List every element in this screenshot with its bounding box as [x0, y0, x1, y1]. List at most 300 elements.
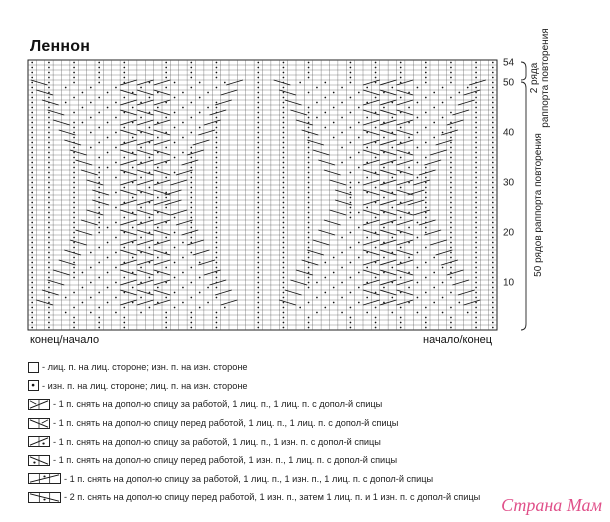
purl-dot [308, 107, 310, 109]
purl-dot [123, 327, 125, 329]
purl-dot [442, 312, 444, 314]
purl-dot [425, 62, 427, 64]
watermark-logo: Страна Мам [501, 495, 602, 515]
purl-dot [341, 237, 343, 239]
purl-dot [174, 292, 176, 294]
purl-dot [190, 222, 192, 224]
purl-dot [475, 177, 477, 179]
purl-dot [475, 237, 477, 239]
purl-dot [400, 112, 402, 114]
purl-dot [324, 307, 326, 309]
purl-dot [375, 82, 377, 84]
purl-dot [308, 322, 310, 324]
purl-dot [400, 72, 402, 74]
repeat-2-label: 2 рядараппорта повторения [529, 28, 551, 128]
purl-dot [350, 322, 352, 324]
purl-dot [207, 107, 209, 109]
purl-dot [73, 67, 75, 69]
purl-dot [475, 222, 477, 224]
purl-dot [31, 282, 33, 284]
purl-dot [165, 297, 167, 299]
purl-dot [400, 217, 402, 219]
purl-dot [299, 82, 301, 84]
purl-dot [308, 137, 310, 139]
purl-dot [492, 317, 494, 319]
purl-dot [216, 182, 218, 184]
purl-dot [308, 77, 310, 79]
purl-dot [115, 222, 117, 224]
purl-dot [283, 202, 285, 204]
purl-dot [107, 272, 109, 274]
purl-dot [107, 152, 109, 154]
purl-dot [366, 312, 368, 314]
purl-dot [115, 177, 117, 179]
purl-dot [324, 262, 326, 264]
purl-dot [149, 292, 151, 294]
purl-dot [182, 242, 184, 244]
purl-dot [257, 317, 259, 319]
purl-dot [383, 212, 385, 214]
purl-dot [350, 247, 352, 249]
purl-dot [157, 257, 159, 259]
purl-dot [408, 287, 410, 289]
purl-dot [308, 92, 310, 94]
purl-dot [31, 82, 33, 84]
purl-dot [308, 257, 310, 259]
purl-dot [98, 327, 100, 329]
purl-dot [216, 267, 218, 269]
purl-dot [149, 262, 151, 264]
purl-dot [408, 257, 410, 259]
purl-dot [174, 217, 176, 219]
purl-dot [115, 147, 117, 149]
purl-dot [149, 82, 151, 84]
purl-dot [31, 147, 33, 149]
purl-dot [31, 157, 33, 159]
purl-dot [358, 182, 360, 184]
purl-dot [375, 157, 377, 159]
purl-dot [48, 172, 50, 174]
purl-dot [400, 232, 402, 234]
purl-dot [475, 207, 477, 209]
purl-dot [375, 232, 377, 234]
purl-dot [199, 292, 201, 294]
purl-dot [73, 182, 75, 184]
purl-dot [123, 142, 125, 144]
purl-dot [433, 302, 435, 304]
purl-dot [73, 137, 75, 139]
purl-dot [73, 237, 75, 239]
purl-dot [425, 167, 427, 169]
purl-dot [450, 252, 452, 254]
purl-dot [341, 252, 343, 254]
purl-dot [174, 82, 176, 84]
purl-dot [408, 272, 410, 274]
purl-dot [48, 257, 50, 259]
purl-dot [425, 232, 427, 234]
purl-dot [425, 197, 427, 199]
purl-dot [417, 252, 419, 254]
purl-dot [257, 262, 259, 264]
purl-dot [207, 287, 209, 289]
purl-dot [107, 167, 109, 169]
purl-dot [391, 192, 393, 194]
purl-dot [157, 287, 159, 289]
purl-dot [157, 107, 159, 109]
purl-dot [383, 167, 385, 169]
purl-dot [31, 222, 33, 224]
purl-dot [475, 277, 477, 279]
purl-dot [149, 157, 151, 159]
purl-dot [366, 207, 368, 209]
purl-dot [132, 122, 134, 124]
purl-dot [157, 227, 159, 229]
purl-dot [123, 322, 125, 324]
purl-dot [450, 122, 452, 124]
purl-dot [475, 192, 477, 194]
purl-dot [98, 127, 100, 129]
purl-dot [123, 72, 125, 74]
purl-dot [190, 147, 192, 149]
purl-dot [350, 327, 352, 329]
purl-dot [165, 252, 167, 254]
purl-dot [132, 287, 134, 289]
purl-dot [31, 197, 33, 199]
purl-dot [492, 187, 494, 189]
empty-square-icon [28, 362, 39, 373]
purl-dot [31, 212, 33, 214]
purl-dot [425, 77, 427, 79]
purl-dot [350, 212, 352, 214]
purl-dot [400, 62, 402, 64]
purl-dot [283, 167, 285, 169]
purl-dot [450, 212, 452, 214]
purl-dot [425, 317, 427, 319]
purl-dot [73, 112, 75, 114]
purl-dot [450, 327, 452, 329]
purl-dot [73, 197, 75, 199]
purl-dot [216, 167, 218, 169]
purl-dot [132, 272, 134, 274]
purl-dot [425, 292, 427, 294]
purl-dot [383, 197, 385, 199]
purl-dot [400, 97, 402, 99]
purl-dot [31, 307, 33, 309]
purl-dot [492, 167, 494, 169]
purl-dot [216, 77, 218, 79]
purl-dot [73, 227, 75, 229]
purl-dot [358, 212, 360, 214]
purl-dot [475, 227, 477, 229]
purl-dot [123, 202, 125, 204]
purl-dot [450, 222, 452, 224]
purl-dot [140, 147, 142, 149]
purl-dot [417, 147, 419, 149]
purl-dot [82, 287, 84, 289]
purl-dot [31, 112, 33, 114]
purl-dot [48, 222, 50, 224]
purl-dot [257, 272, 259, 274]
purl-dot [492, 162, 494, 164]
purl-dot [123, 172, 125, 174]
purl-dot [283, 212, 285, 214]
purl-dot [375, 77, 377, 79]
purl-dot [391, 147, 393, 149]
purl-dot [350, 202, 352, 204]
purl-dot [375, 142, 377, 144]
purl-dot [73, 222, 75, 224]
purl-dot [31, 277, 33, 279]
purl-dot [190, 117, 192, 119]
purl-dot [475, 182, 477, 184]
purl-dot [492, 117, 494, 119]
purl-dot [308, 217, 310, 219]
purl-dot [132, 302, 134, 304]
purl-dot [324, 277, 326, 279]
purl-dot [350, 67, 352, 69]
purl-dot [216, 142, 218, 144]
purl-dot [308, 187, 310, 189]
purl-dot [450, 187, 452, 189]
purl-dot [283, 207, 285, 209]
purl-dot [31, 292, 33, 294]
purl-dot [182, 122, 184, 124]
purl-dot [417, 297, 419, 299]
purl-dot [341, 102, 343, 104]
purl-dot [48, 202, 50, 204]
purl-dot [257, 277, 259, 279]
purl-dot [308, 67, 310, 69]
purl-dot [425, 307, 427, 309]
purl-dot [324, 112, 326, 114]
purl-dot [366, 177, 368, 179]
purl-dot [174, 97, 176, 99]
purl-dot [182, 137, 184, 139]
purl-dot [257, 152, 259, 154]
purl-dot [216, 322, 218, 324]
purl-dot [216, 262, 218, 264]
purl-dot [375, 307, 377, 309]
purl-dot [157, 212, 159, 214]
purl-dot [375, 292, 377, 294]
purl-dot [425, 192, 427, 194]
purl-dot [257, 192, 259, 194]
purl-dot [375, 327, 377, 329]
purl-dot [48, 187, 50, 189]
purl-dot [216, 157, 218, 159]
purl-dot [165, 62, 167, 64]
purl-dot [475, 217, 477, 219]
purl-dot [475, 92, 477, 94]
purl-dot [48, 302, 50, 304]
purl-dot [475, 77, 477, 79]
purl-dot [408, 302, 410, 304]
purl-dot [475, 152, 477, 154]
purl-dot [450, 202, 452, 204]
purl-dot [157, 272, 159, 274]
purl-dot [65, 312, 67, 314]
purl-dot [123, 77, 125, 79]
purl-dot [375, 67, 377, 69]
purl-dot [283, 307, 285, 309]
purl-dot [216, 222, 218, 224]
purl-dot [31, 137, 33, 139]
purl-dot [417, 237, 419, 239]
purl-dot [149, 187, 151, 189]
purl-dot [140, 117, 142, 119]
purl-dot [257, 292, 259, 294]
purl-dot [31, 322, 33, 324]
purl-dot [492, 262, 494, 264]
purl-dot [165, 102, 167, 104]
purl-dot [216, 257, 218, 259]
purl-dot [48, 132, 50, 134]
purl-dot [283, 182, 285, 184]
purl-dot [31, 127, 33, 129]
purl-dot [31, 202, 33, 204]
purl-dot [115, 117, 117, 119]
purl-dot [216, 277, 218, 279]
purl-dot [48, 227, 50, 229]
purl-dot [283, 292, 285, 294]
purl-dot [31, 122, 33, 124]
purl-dot [391, 177, 393, 179]
purl-dot [283, 107, 285, 109]
purl-dot [157, 122, 159, 124]
purl-dot [492, 112, 494, 114]
purl-dot [82, 122, 84, 124]
purl-dot [341, 297, 343, 299]
purl-dot [165, 197, 167, 199]
purl-dot [324, 127, 326, 129]
purl-dot [333, 302, 335, 304]
purl-dot [442, 87, 444, 89]
purl-dot [48, 277, 50, 279]
bracket-repeat-2 [521, 62, 526, 80]
purl-dot [492, 302, 494, 304]
purl-dot [257, 62, 259, 64]
purl-dot [391, 207, 393, 209]
purl-dot [90, 297, 92, 299]
purl-dot [82, 107, 84, 109]
row-number-label: 54 [503, 57, 515, 69]
purl-dot [492, 182, 494, 184]
purl-dot [450, 82, 452, 84]
purl-dot [492, 217, 494, 219]
purl-dot [257, 282, 259, 284]
purl-dot [48, 317, 50, 319]
purl-dot [391, 117, 393, 119]
purl-dot [123, 317, 125, 319]
purl-dot [492, 142, 494, 144]
purl-dot [257, 312, 259, 314]
purl-dot [48, 307, 50, 309]
purl-dot [417, 312, 419, 314]
purl-dot [216, 187, 218, 189]
purl-dot [73, 192, 75, 194]
purl-dot [492, 247, 494, 249]
purl-dot [283, 297, 285, 299]
purl-dot [283, 122, 285, 124]
purl-dot [98, 212, 100, 214]
purl-dot [400, 187, 402, 189]
purl-dot [174, 262, 176, 264]
purl-dot [257, 107, 259, 109]
purl-dot [140, 222, 142, 224]
purl-dot [400, 262, 402, 264]
purl-dot [190, 77, 192, 79]
purl-dot [48, 232, 50, 234]
purl-dot [199, 97, 201, 99]
purl-dot [257, 167, 259, 169]
purl-dot [391, 237, 393, 239]
purl-dot [433, 122, 435, 124]
purl-dot [190, 322, 192, 324]
purl-dot [375, 187, 377, 189]
purl-dot [358, 272, 360, 274]
purl-dot [140, 237, 142, 239]
purl-dot [341, 147, 343, 149]
purl-dot [450, 247, 452, 249]
purl-dot [324, 97, 326, 99]
purl-dot [450, 317, 452, 319]
purl-dot [425, 127, 427, 129]
purl-dot [115, 297, 117, 299]
purl-dot [31, 152, 33, 154]
purl-dot [425, 187, 427, 189]
purl-dot [308, 202, 310, 204]
purl-dot [492, 137, 494, 139]
purl-dot [400, 322, 402, 324]
purl-dot [31, 177, 33, 179]
purl-dot [190, 217, 192, 219]
purl-dot [400, 82, 402, 84]
purl-dot [90, 147, 92, 149]
purl-dot [450, 237, 452, 239]
purl-dot [123, 112, 125, 114]
purl-dot [140, 162, 142, 164]
purl-dot [73, 257, 75, 259]
purl-dot [73, 322, 75, 324]
purl-dot [299, 307, 301, 309]
purl-dot [350, 192, 352, 194]
purl-dot [492, 172, 494, 174]
right-cross-2-icon [28, 399, 50, 410]
row-number-label: 30 [503, 177, 515, 189]
purl-dot [316, 282, 318, 284]
purl-dot [475, 322, 477, 324]
purl-dot [31, 162, 33, 164]
purl-dot [308, 277, 310, 279]
purl-dot [475, 202, 477, 204]
purl-dot [366, 162, 368, 164]
purl-dot [316, 312, 318, 314]
purl-dot [90, 282, 92, 284]
purl-dot [475, 292, 477, 294]
purl-dot [257, 242, 259, 244]
purl-dot [308, 317, 310, 319]
purl-dot [366, 132, 368, 134]
purl-dot [283, 67, 285, 69]
purl-dot [132, 212, 134, 214]
purl-dot [190, 207, 192, 209]
purl-dot [216, 197, 218, 199]
purl-dot [149, 217, 151, 219]
purl-dot [450, 142, 452, 144]
purl-dot [425, 322, 427, 324]
purl-dot [375, 127, 377, 129]
purl-dot [48, 262, 50, 264]
